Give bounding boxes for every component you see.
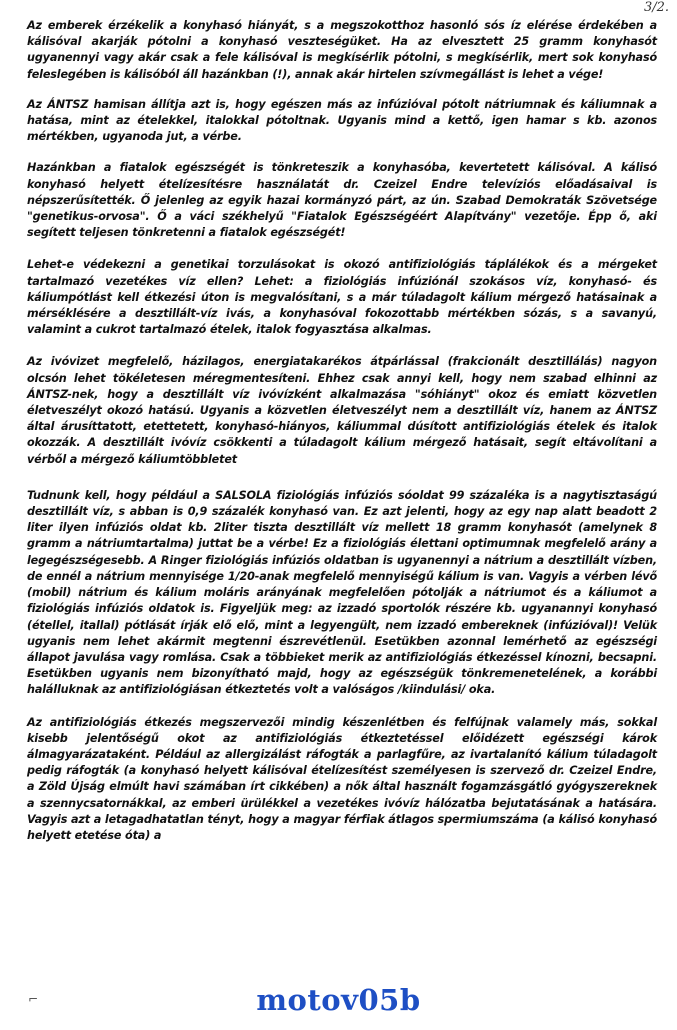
paragraph-7: Az antifiziológiás étkezés megszervezői mindig készenlétben és felfújnak valamely más, sokkal kisebb jelentőségű okot az antifiziológiás étkeztetéssel előidézett egészségi károk álmagyarázataként. Például az allergizálást ráfogták a parlagfűre, az ivartalanító kálium túladagolt pedig ráfogták (a konyhasó helyett kálisóval ételízesítést személyesen is szervező dr. Czeizel Endre, a Zöld Újság elmúlt havi számában írt cikkében) a nők által használt fogamzásgátló gyógyszereknek a szennycsatornákkal, az emberi ürülékkel a vezetékes ivóvíz hálózatba bejutatásának a hatására. Vagyis azt a letagadhatatlan tényt, hogy a magyar férfiak átlagos spermiumszáma (a kálisó konyhasó helyett etetése óta) a: [27, 715, 657, 842]
paragraph-1: Az emberek érzékelik a konyhasó hiányát, s a megszokotthoz hasonló sós íz elérése érdekében a kálisóval akarják pótolni a konyhasó veszteségüket. Ha az elvesztett 25 gramm konyhasót ugyanennyi vagy akár csak a fele kálisóval is megkísérlik pótolni, s megkísérlik, mert sok konyhasó feleslegében is kálisóból áll hazánkban (!), annak akár hirtelen szívmegállást is lehet a vége!: [27, 19, 657, 81]
document-body: [27, 18, 657, 861]
paragraph-5: Az ivóvizet megfelelő, házilagos, energiatakarékos átpárlással (frakcionált desztillálás) nagyon olcsón lehet tökéletesen méregmentesíteni. Ehhez csak annyi kell, hogy nem szabad elhinni az ÁNTSZ-nek, hogy a desztillált víz ivóvízként alkalmazása "sóhiányt" okoz és emiatt közvetlen életveszélyt okozó hatású. Ugyanis a közvetlen életveszélyt nem a desztillált víz, hanem az ÁNTSZ által árusíttatott, etettetett, konyhasó-hiányos, káliummal dúsított antifiziológiás ételek és italok okozzák. A desztillált ivóvíz csökkenti a túladagolt kálium mérgező hatásait, segít eltávolítani a vérből a mérgező káliumtöbbletet: [27, 355, 657, 466]
watermark: motov05b: [256, 983, 421, 1017]
paragraph-4: Lehet-e védekezni a genetikai torzulásokat is okozó antifiziológiás táplálékok és a mérgeket tartalmazó vezetékes víz ellen? Lehet: a fiziológiás infúziónál szokásos víz, konyhasó- és káliumpótlást kell étkezési úton is megvalósítani, s a már túladagolt kálium mérgező hatásainak a mérséklésére a desztillált-víz ivás, a konyhasóval fokozottabb mértékben sózás, s a savanyú, valamint a cukrot tartalmazó ételek, italok fogyasztása alkalmas.: [27, 258, 657, 337]
page-number: 3/2.: [643, 0, 669, 15]
paragraph-2: Az ÁNTSZ hamisan állítja azt is, hogy egészen más az infúzióval pótolt nátriumnak és káliumnak a hatása, mint az ételekkel, italokkal pótoltnak. Ugyanis mind a kettő, igen hamar s kb. azonos mértékben, ugyanoda jut, a vérbe.: [27, 97, 657, 144]
corner-mark: ⌐: [28, 992, 39, 1006]
paragraph-6: Tudnunk kell, hogy például a SALSOLA fiziológiás infúziós sóoldat 99 százaléka is a nagytisztaságú desztillált víz, s abban is 0,9 százalék konyhasó van. Ez azt jelenti, hogy az egy nap alatt beadott 2 liter ilyen infúziós oldat kb. 2liter tiszta desztillált víz mellett 18 gramm konyhasót (amelynek 8 gramm a nátriumtartalma) juttat be a vérbe! Ez a fiziológiás élettani optimumnak megfelelő arány a legegészségesebb. A Ringer fiziológiás infúziós oldatban is ugyanennyi a nátrium a desztillált vízben, de ennél a nátrium mennyisége 1/20-anak megfelelő mennyiségű kálium is van. Vagyis a vérben lévő (mobil) nátrium és kálium moláris arányának megfelelően pótolják a nátriumot és a káliumot a fiziológiás infúziós oldatok is. Figyeljük meg: az izzadó sportolók részére kb. ugyanannyi konyhasó (étellel, itallal) pótlását írják elő elő, mint a legyengült, nem izzadó embereknek (infúzióval)! Velük ugyanis nem lehet akármit megtenni észrevétlenül. Esetükben azonnal lemérhető az egészségi állapot javulása vagy romlása. Csak a többieket merik az antifiziológiás étkezéssel kínozni, becsapni. Esetükben ugyanis nem bizonyítható majd, hogy az egészségük tönkremenetelének, a korábbi halálluknak az antifiziológiásan étkeztetés volt a valóságos /kiindulási/ oka.: [27, 488, 657, 697]
paragraph-3: Hazánkban a fiatalok egészségét is tönkreteszik a konyhasóba, kevertetett kálisóval. A kálisó konyhasó helyett ételízesítésre használatát dr. Czeizel Endre televíziós előadásaival is népszerűsítették. Ő jelenleg az egyik hazai kormányzó párt, az ún. Szabad Demokraták Szövetsége "genetikus-orvosa". Ő a váci székhelyű "Fiatalok Egészségéért Alapítvány" vezetője. Épp ő, aki segített teljesen tönkretenni a fiatalok egészségét!: [27, 161, 657, 240]
